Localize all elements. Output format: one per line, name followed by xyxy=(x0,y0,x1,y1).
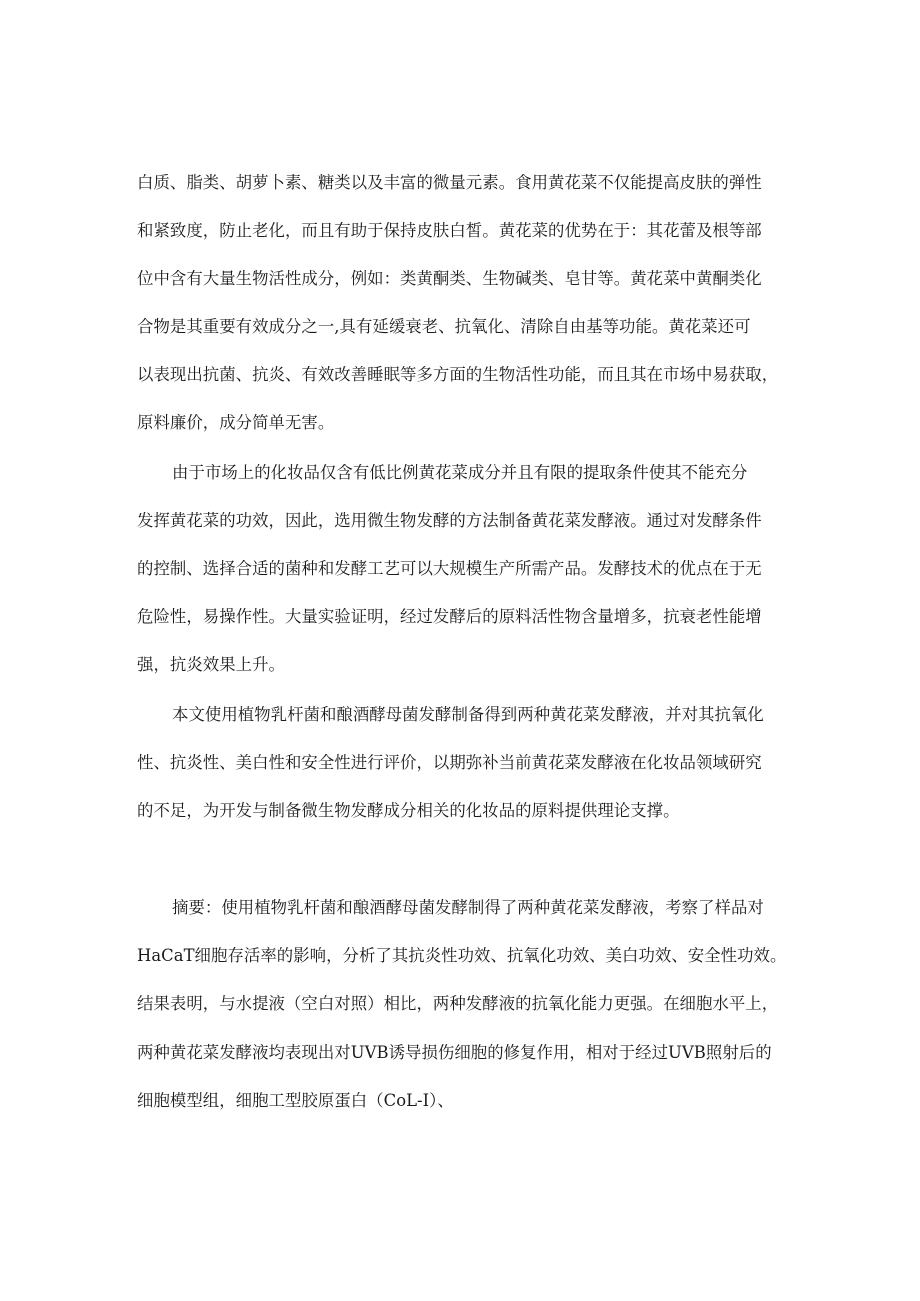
paragraph-1-line-2: 和紧致度，防止老化，而且有助于保持皮肤白皙。黄花菜的优势在于：其花蕾及根等部 xyxy=(137,221,762,240)
paragraph-1-line-5: 以表现出抗菌、抗炎、有效改善睡眠等多方面的生物活性功能，而且其在市场中易获取， xyxy=(137,365,779,384)
abstract-line-1: 摘要：使用植物乳杆菌和酿酒酵母菌发酵制得了两种黄花菜发酵液，考察了样品对 xyxy=(172,898,764,917)
paragraph-3-line-1: 本文使用植物乳杆菌和酿酒酵母菌发酵制备得到两种黄花菜发酵液，并对其抗氧化 xyxy=(172,705,764,724)
abstract-line-5: 细胞模型组，细胞工型胶原蛋白（CoL-I）、 xyxy=(137,1091,454,1110)
paragraph-3-line-2: 性、抗炎性、美白性和安全性进行评价，以期弥补当前黄花菜发酵液在化妆品领域研究 xyxy=(137,753,762,772)
paragraph-1-line-6: 原料廉价，成分简单无害。 xyxy=(137,413,335,432)
paragraph-1-line-1: 白质、脂类、胡萝卜素、糖类以及丰富的微量元素。食用黄花菜不仅能提高皮肤的弹性 xyxy=(137,173,762,192)
abstract-line-2: HaCaT细胞存活率的影响，分析了其抗炎性功效、抗氧化功效、美白功效、安全性功效。 xyxy=(137,946,787,965)
paragraph-1-line-3: 位中含有大量生物活性成分，例如：类黄酮类、生物碱类、皂甘等。黄花菜中黄酮类化 xyxy=(137,269,762,288)
paragraph-2-line-4: 危险性，易操作性。大量实验证明，经过发酵后的原料活性物含量增多，抗衰老性能增 xyxy=(137,607,762,626)
paragraph-2-line-1: 由于市场上的化妆品仅含有低比例黄花菜成分并且有限的提取条件使其不能充分 xyxy=(172,463,748,482)
paragraph-2-line-3: 的控制、选择合适的菌种和发酵工艺可以大规模生产所需产品。发酵技术的优点在于无 xyxy=(137,559,762,578)
paragraph-3-line-3: 的不足，为开发与制备微生物发酵成分相关的化妆品的原料提供理论支撑。 xyxy=(137,801,680,820)
paragraph-1-line-4: 合物是其重要有效成分之一,具有延缓衰老、抗氧化、清除自由基等功能。黄花菜还可 xyxy=(137,317,751,336)
abstract-line-3: 结果表明，与水提液（空白对照）相比，两种发酵液的抗氧化能力更强。在细胞水平上， xyxy=(137,994,779,1013)
paragraph-2-line-2: 发挥黄花菜的功效，因此，选用微生物发酵的方法制备黄花菜发酵液。通过对发酵条件 xyxy=(137,511,762,530)
abstract-line-4: 两种黄花菜发酵液均表现出对UVB诱导损伤细胞的修复作用，相对于经过UVB照射后的 xyxy=(137,1043,772,1062)
paragraph-2-line-5: 强，抗炎效果上升。 xyxy=(137,655,285,674)
